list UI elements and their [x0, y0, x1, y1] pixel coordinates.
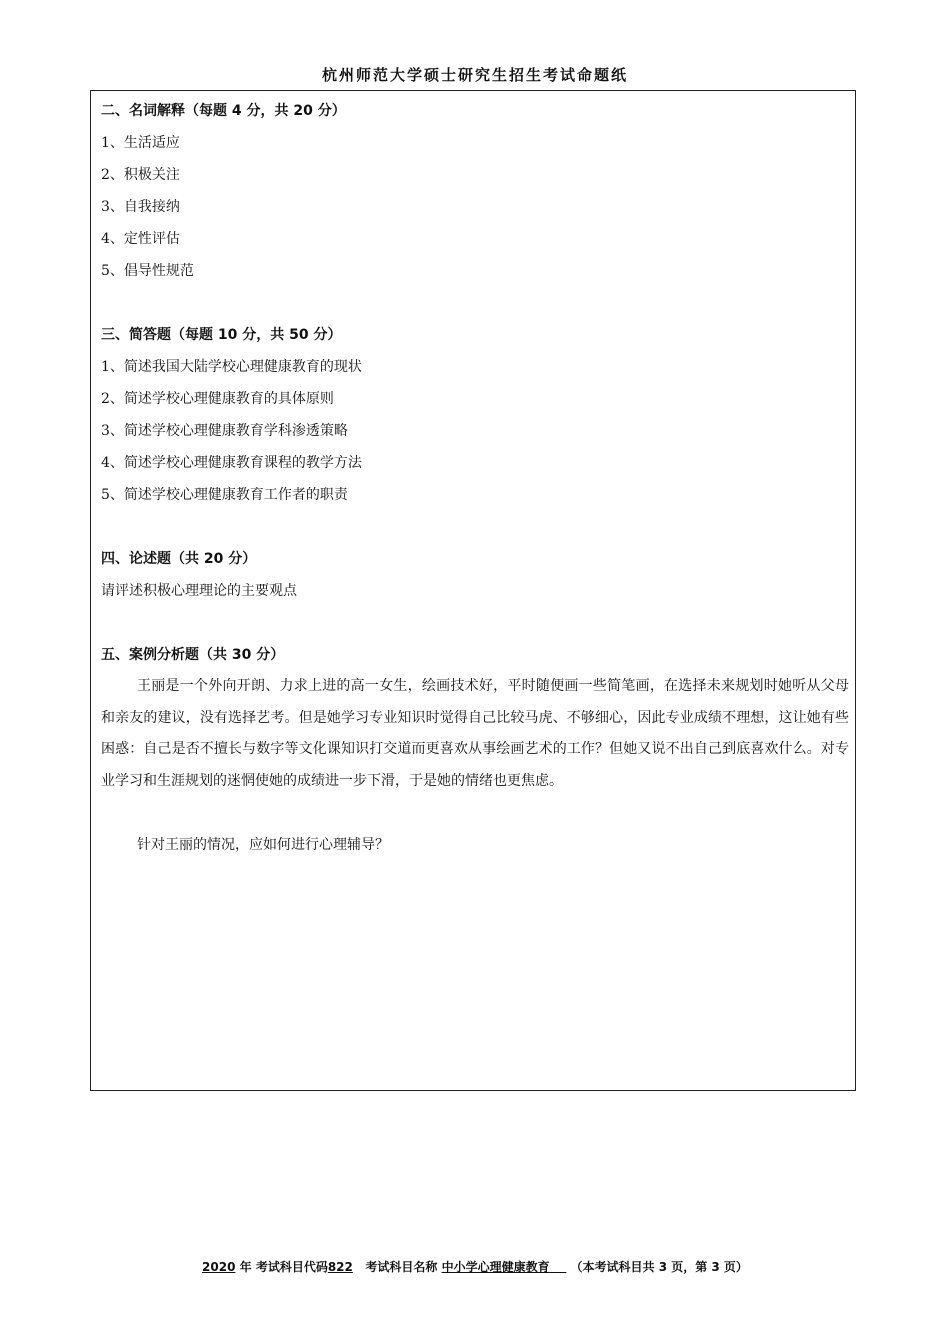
footer-year-suffix: 年	[235, 1260, 256, 1274]
footer-code: 822	[327, 1260, 353, 1274]
section-2-item-5: 5、倡导性规范	[101, 263, 194, 279]
case-paragraph: 王丽是一个外向开朗、力求上进的高一女生，绘画技术好，平时随便画一些简笔画，在选择未来规划时她听从父母和亲友的建议，没有选择艺考。但是她学习专业知识时觉得自己比较马虎、不够细心，因此专业成绩不理想，这让她有些困惑：自己是否不擅长与数字等文化课知识打交道而更喜欢从事绘画艺术的工作？但她又说不出自己到底喜欢什么。对专业学习和生涯规划的迷惘使她的成绩进一步下滑，于是她的情绪也更焦虑。	[101, 678, 849, 789]
section-4-title: 四、论述题（共 20 分）	[101, 551, 257, 567]
section-5-title: 五、案例分析题（共 30 分）	[101, 647, 285, 663]
footer-code-label: 考试科目代码	[255, 1260, 328, 1274]
exam-footer	[0, 1258, 950, 1275]
section-2-item-3: 3、自我接纳	[101, 199, 180, 215]
footer-year: 2020	[202, 1260, 236, 1274]
footer-name-label: 考试科目名称	[361, 1260, 442, 1274]
footer-page-info: （本考试科目共 3 页，第 3 页）	[566, 1260, 748, 1274]
section-2-item-1: 1、生活适应	[101, 135, 180, 151]
section-2-item-2: 2、积极关注	[101, 167, 180, 183]
section-3-item-4: 4、简述学校心理健康教育课程的教学方法	[101, 455, 362, 471]
section-3-item-2: 2、简述学校心理健康教育的具体原则	[101, 391, 334, 407]
section-3-item-5: 5、简述学校心理健康教育工作者的职责	[101, 487, 348, 503]
section-3-title: 三、简答题（每题 10 分，共 50 分）	[101, 327, 342, 343]
section-3-item-3: 3、简述学校心理健康教育学科渗透策略	[101, 423, 348, 439]
section-2-item-4: 4、定性评估	[101, 231, 180, 247]
exam-paper-header: 杭州师范大学硕士研究生招生考试命题纸	[321, 66, 628, 84]
section-2-title: 二、名词解释（每题 4 分，共 20 分）	[101, 103, 346, 119]
section-3-item-1: 1、简述我国大陆学校心理健康教育的现状	[101, 359, 362, 375]
section-4-text: 请评述积极心理理论的主要观点	[101, 583, 297, 599]
case-question: 针对王丽的情况，应如何进行心理辅导？	[137, 837, 389, 853]
footer-subject-name: 中小学心理健康教育	[441, 1260, 550, 1274]
